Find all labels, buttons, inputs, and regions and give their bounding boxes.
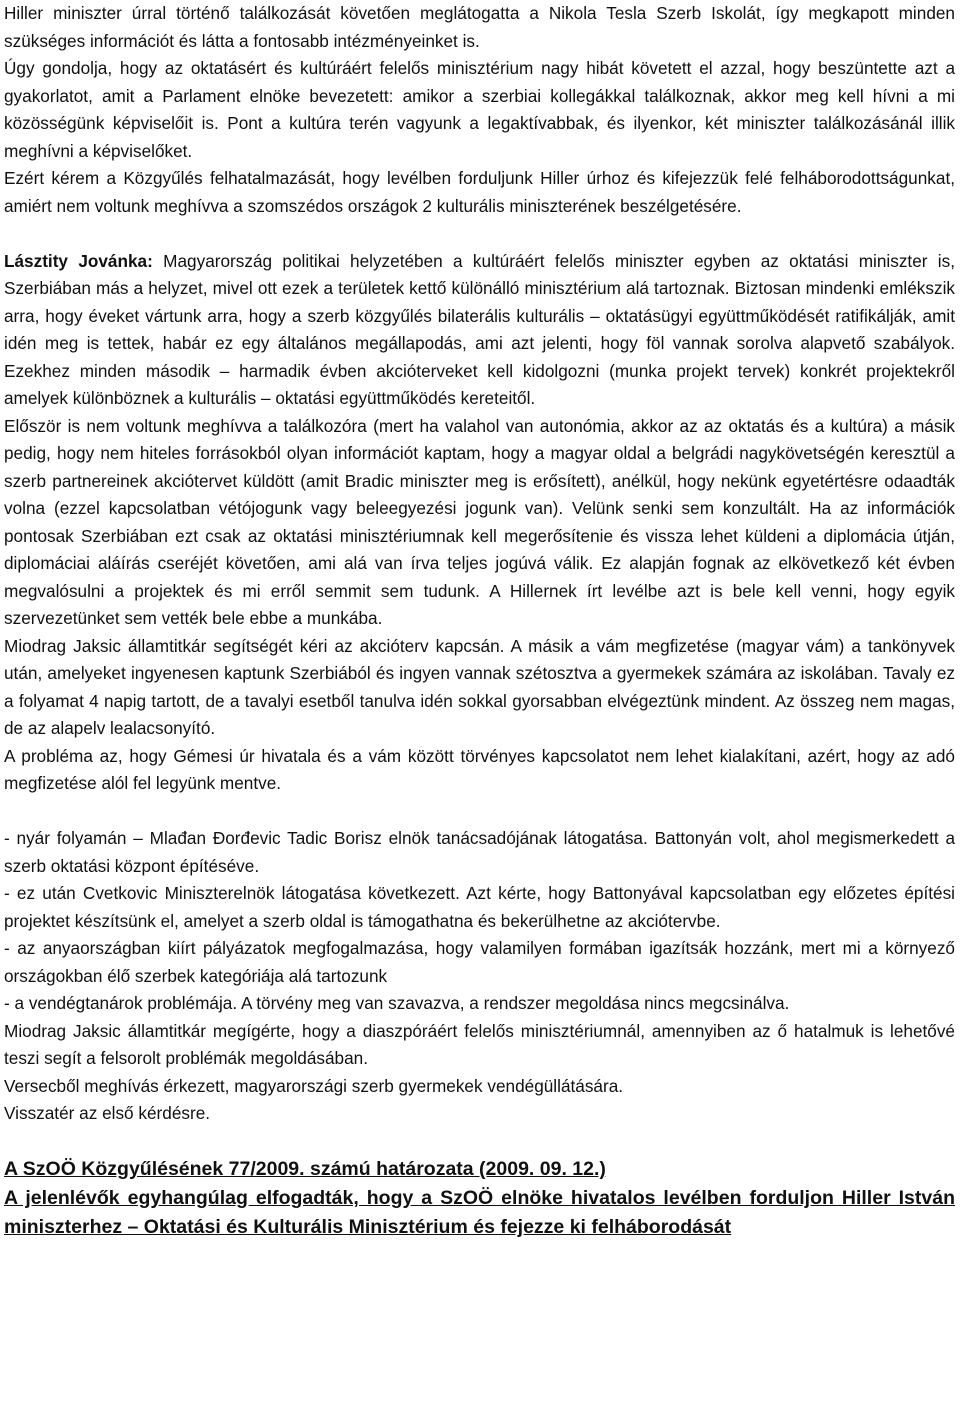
resolution-title: A SzOÖ Közgyűlésének 77/2009. számú határozata (2009. 09. 12.): [4, 1158, 606, 1180]
paragraph: Versecből meghívás érkezett, magyarországi szerb gyermekek vendégüllátására.: [4, 1075, 624, 1096]
paragraph: Először is nem voltunk meghívva a találkozóra (mert ha valahol van autonómia, akkor az az oktatás és a kultúra) a másik pedig, hogy nem hiteles forrásokból olyan információt kaptam, hogy a magyar oldal a belgrádi nagykövetségén keresztül a szerb partnereinek akciótervet küldött (amit Bradic miniszter meg is erősített), anélkül, hogy nekünk egyetértésre odaadták volna (ezzel kapcsolatban vétójogunk vagy beleegyezési jogunk van). Velünk senki sem konzultált. Ha az információk pontosak Szerbiában ezt csak az oktatási minisztériumnak kell megerősítenie és vissza lehet küldeni a diplomácia útján, diplomáciai aláírás cseréjét követően, ami alá van írva teljes jogúvá válik. Ez alapján fognak az elkövetkező két évben megvalósulni a projektek és mi erről semmit sem tudunk. A Hillernek írt levélbe azt is bele kell venni, hogy egyik szervezetünket sem vették bele ebbe a munkába.: [4, 415, 955, 628]
list-item: - az anyaországban kiírt pályázatok megfogalmazása, hogy valamilyen formában igazítsák hozzánk, mert mi a környező országokban élő szerbek kategóriája alá tartozunk: [4, 938, 955, 986]
paragraph: Miodrag Jaksic államtitkár megígérte, hogy a diaszpóráért felelős minisztériumnál, amennyiben az ő hatalmuk is lehetővé teszi segít a felsorolt problémák megoldásában.: [4, 1020, 955, 1068]
list-item: - nyár folyamán – Mlađan Đorđevic Tadic Borisz elnök tanácsadójának látogatása. Battonyán volt, ahol megismerkedett a szerb oktatási központ építéséve.: [4, 828, 955, 876]
speaker-name: Lásztity Jovánka:: [4, 250, 153, 271]
paragraph: A probléma az, hogy Gémesi úr hivatala és a vám között törvényes kapcsolatot nem lehet kialakítani, azért, hogy az adó megfizetése alól fel legyünk mentve.: [4, 745, 955, 793]
resolution-text: A jelenlévők egyhangúlag elfogadták, hogy a SzOÖ elnöke hivatalos levélben forduljon Hiller István miniszterhez – Oktatási és Kulturális Minisztérium és fejezze ki felháborodását: [4, 1187, 955, 1238]
speaker-paragraph: [4, 248, 955, 413]
document-page: [4, 0, 955, 1242]
paragraph: Visszatér az első kérdésre.: [4, 1103, 211, 1123]
list-item: - a vendégtanárok problémája. A törvény meg van szavazva, a rendszer megoldása nincs megcsinálva.: [4, 993, 790, 1013]
paragraph: Ezért kérem a Közgyűlés felhatalmazását, hogy levélben forduljunk Hiller úrhoz és kifejezzük felé felháborodottságunkat, amiért nem voltunk meghívva a szomszédos országok 2 kulturális miniszterének beszélgetésére.: [4, 168, 955, 216]
spacer: [4, 1128, 955, 1156]
paragraph: Hiller miniszter úrral történő találkozását követően meglátogatta a Nikola Tesla Szerb Iskolát, így megkapott minden szükséges információt és látta a fontosabb intézményeinket is.: [4, 3, 955, 51]
list-item: - ez után Cvetkovic Miniszterelnök látogatása következett. Azt kérte, hogy Battonyával kapcsolatban egy előzetes építési projektet készítsünk el, amelyet a szerb oldal is támogathatna és bekerülhetne az akciótervbe.: [4, 883, 955, 931]
paragraph: Miodrag Jaksic államtitkár segítségét kéri az akcióterv kapcsán. A másik a vám megfizetése (magyar vám) a tankönyvek után, amelyeket ingyenesen kaptunk Szerbiából és ingyen vannak szétosztva a gyermekek számára az iskolában. Tavaly ez a folyamat 4 napig tartott, de a tavalyi esetből tanulva idén sokkal gyorsabban elvégeztünk mindent. Az összeg nem magas, de az alapelv lealacsonyító.: [4, 635, 955, 738]
paragraph: Úgy gondolja, hogy az oktatásért és kultúráért felelős minisztérium nagy hibát követett el azzal, hogy beszüntette azt a gyakorlatot, amit a Parlament elnöke bevezetett: amikor a szerbiai kollegákkal találkoznak, akkor meg kell hívni a mi közösségünk képviselőit is. Pont a kultúra terén vagyunk a legaktívabbak, és ilyenkor, két miniszter találkozásánál illik meghívni a képviselőket.: [4, 58, 955, 161]
spacer: [4, 220, 955, 248]
speaker-text: Magyarország politikai helyzetében a kultúráért felelős miniszter egyben az oktatási miniszter is, Szerbiában más a helyzet, mivel ott ezek a területek kettő különálló minisztérium alá tartoznak. Biztosan mindenki emlékszik arra, hogy éveket vártunk arra, hogy a szerb közgyűlés bilaterális kulturális – oktatásügyi együttműködését ratifikálják, amit idén meg is tettek, habár ez egy általános megállapodás, ami azt jelenti, hogy föl vannak sorolva alapvető szabályok. Ezekhez minden második – harmadik évben akcióterveket kell kidolgozni (munka projekt tervek) konkrét projektekről amelyek különböznek a kulturális – oktatási együttműködés kereteitől.: [4, 250, 955, 408]
spacer: [4, 798, 955, 826]
